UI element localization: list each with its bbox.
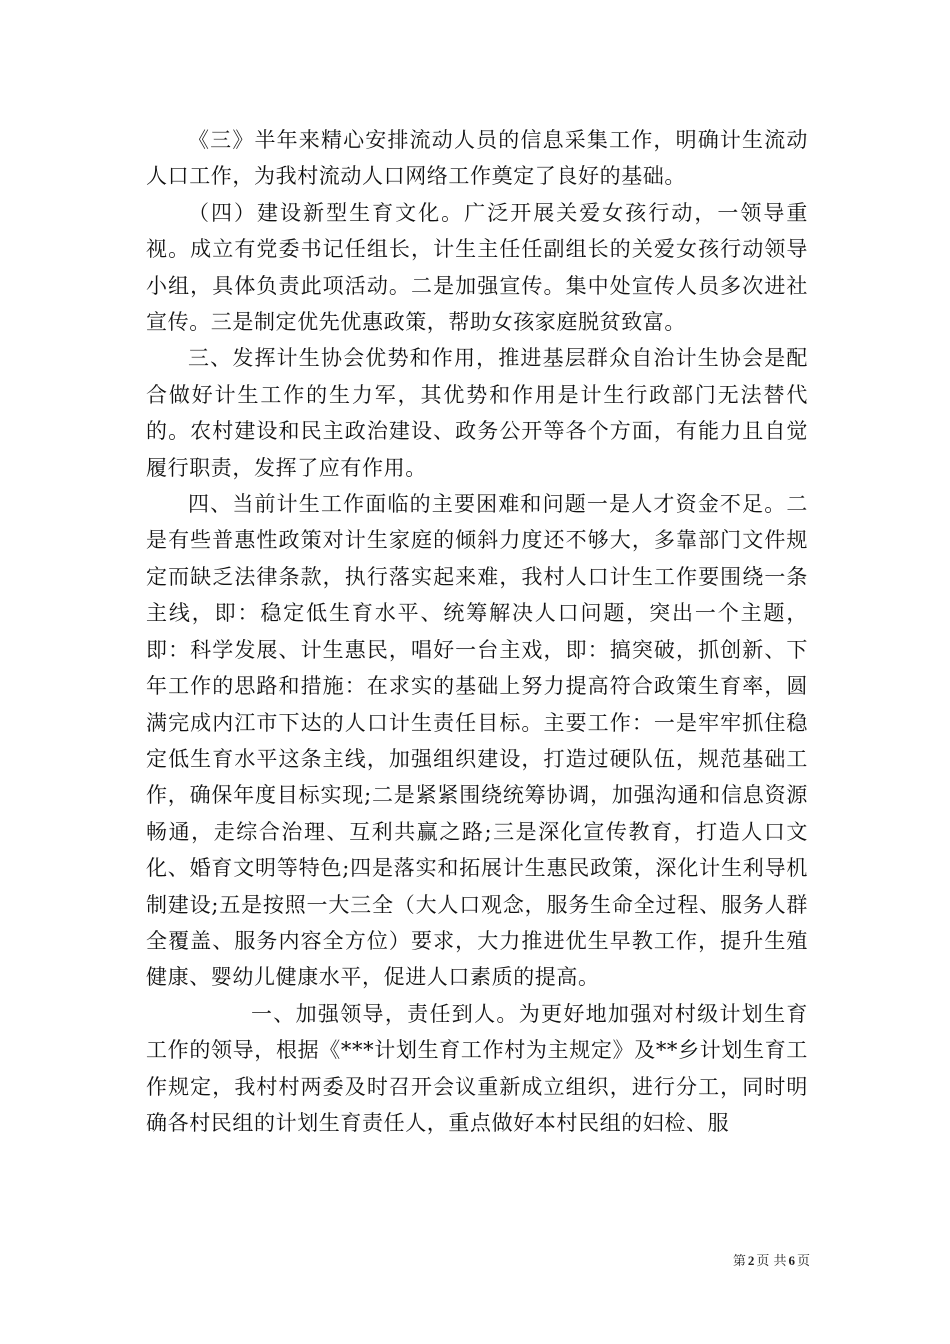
footer-suffix: 页	[796, 1254, 810, 1269]
page-number-footer	[0, 1250, 810, 1269]
footer-prefix: 第	[732, 1254, 746, 1269]
paragraph-birth-culture: （四）建设新型生育文化。广泛开展关爱女孩行动，一领导重视。成立有党委书记任组长，计生主任任副组长的关爱女孩行动领导小组，具体负责此项活动。二是加强宣传。集中处宣传人员多次进社宣传。三是制定优先优惠政策，帮助女孩家庭脱贫致富。	[146, 200, 808, 335]
paragraph-strengthen-leadership: 一、加强领导，责任到人。为更好地加强对村级计划生育工作的领导，根据《***计划生育工作村为主规定》及**乡计划生育工作规定，我村村两委及时召开会议重新成立组织，进行分工，同时明确各村民组的计划生育责任人，重点做好本村民组的妇检、服	[146, 1001, 808, 1135]
paragraph-difficulties-and-plans: 四、当前计生工作面临的主要困难和问题一是人才资金不足。二是有些普惠性政策对计生家庭的倾斜力度还不够大，多靠部门文件规定而缺乏法律条款，执行落实起来难，我村人口计生工作要围绕一条主线，即：稳定低生育水平、统筹解决人口问题，突出一个主题，即：科学发展、计生惠民，唱好一台主戏，即：搞突破，抓创新、下年工作的思路和措施：在求实的基础上努力提高符合政策生育率，圆满完成内江市下达的人口计生责任目标。主要工作：一是牢牢抓住稳定低生育水平这条主线，加强组织建设，打造过硬队伍，规范基础工作，确保年度目标实现;二是紧紧围绕统筹协调，加强沟通和信息资源畅通，走综合治理、互利共赢之路;三是深化宣传教育，打造人口文化、婚育文明等特色;四是落实和拓展计生惠民政策，深化计生利导机制建设;五是按照一大三全（大人口观念，服务生命全过程、服务人群全覆盖、服务内容全方位）要求，大力推进优生早教工作，提升生殖健康、婴幼儿健康水平，促进人口素质的提高。	[146, 492, 808, 990]
paragraph-family-planning-association: 三、发挥计生协会优势和作用，推进基层群众自治计生协会是配合做好计生工作的生力军，其优势和作用是计生行政部门无法替代的。农村建设和民主政治建设、政务公开等各个方面，有能力且自觉履行职责，发挥了应有作用。	[146, 346, 808, 480]
footer-middle: 页 共	[756, 1254, 787, 1269]
paragraph-flow-population: 《三》半年来精心安排流动人员的信息采集工作，明确计生流动人口工作，为我村流动人口网络工作奠定了良好的基础。	[146, 128, 808, 189]
document-body	[146, 122, 808, 1141]
current-page-number: 2	[747, 1253, 755, 1268]
total-page-count: 6	[788, 1253, 795, 1268]
